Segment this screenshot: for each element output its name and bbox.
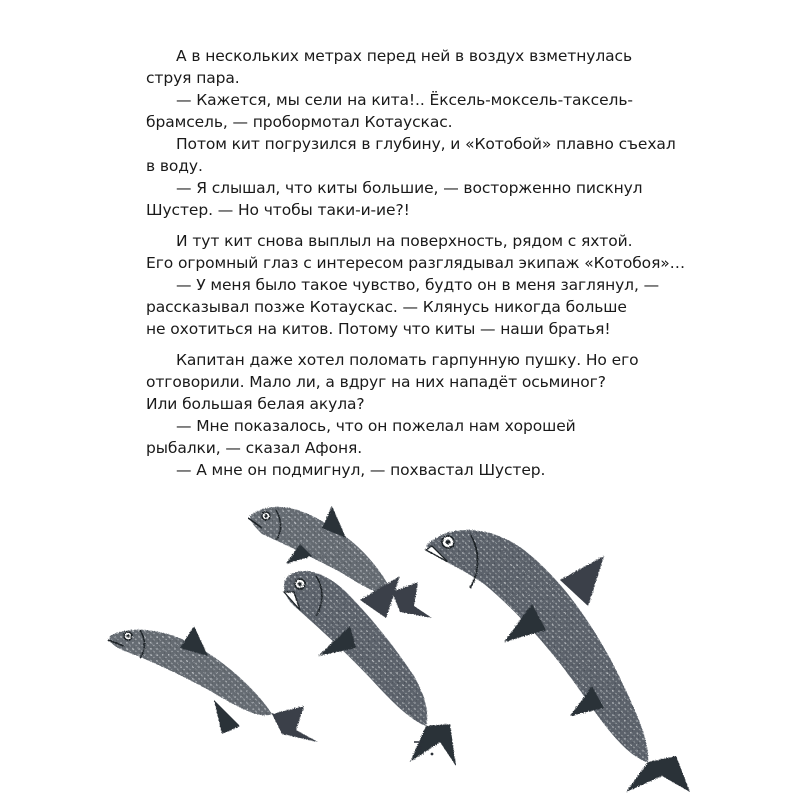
- fish-illustration: [0, 480, 798, 800]
- text-line: — Я слышал, что киты большие, — восторженно пискнул: [176, 179, 643, 197]
- fish-left: [108, 626, 318, 742]
- text-line: струя пара.: [146, 69, 240, 87]
- text-line: Шустер. — Но чтобы таки-и-ие?!: [146, 201, 410, 219]
- text-line: рассказывал позже Котаускас. — Клянусь никогда больше: [146, 298, 627, 316]
- text-line: — Мне показалось, что он пожелал нам хорошей: [176, 417, 576, 435]
- text-line: А в нескольких метрах перед ней в воздух взметнулась: [176, 47, 632, 65]
- text-line: — Кажется, мы сели на кита!.. Ёксель-моксель-таксель-: [176, 91, 633, 109]
- text-line: рыбалки, — сказал Афоня.: [146, 439, 363, 457]
- text-line: И тут кит снова выплыл на поверхность, рядом с яхтой.: [176, 232, 633, 250]
- text-line: — А мне он подмигнул, — похвастал Шустер.: [176, 461, 546, 479]
- text-line: Его огромный глаз с интересом разглядывал экипаж «Котобоя»…: [146, 254, 686, 272]
- text-line: Или большая белая акула?: [146, 395, 365, 413]
- text-line: отговорили. Мало ли, а вдруг на них нападёт осьминог?: [146, 373, 606, 391]
- text-line: в воду.: [146, 157, 203, 175]
- text-line: Капитан даже хотел поломать гарпунную пушку. Но его: [176, 351, 639, 369]
- fish-middle: [284, 571, 456, 766]
- text-line: Потом кит погрузился в глубину, и «Котобой» плавно съехал: [176, 135, 676, 153]
- text-line: — У меня было такое чувство, будто он в меня заглянул, —: [176, 276, 660, 294]
- text-line: брамсель, — пробормотал Котаускас.: [146, 113, 453, 131]
- fish-large: [426, 530, 690, 792]
- text-line: не охотиться на китов. Потому что киты — наши братья!: [146, 320, 611, 338]
